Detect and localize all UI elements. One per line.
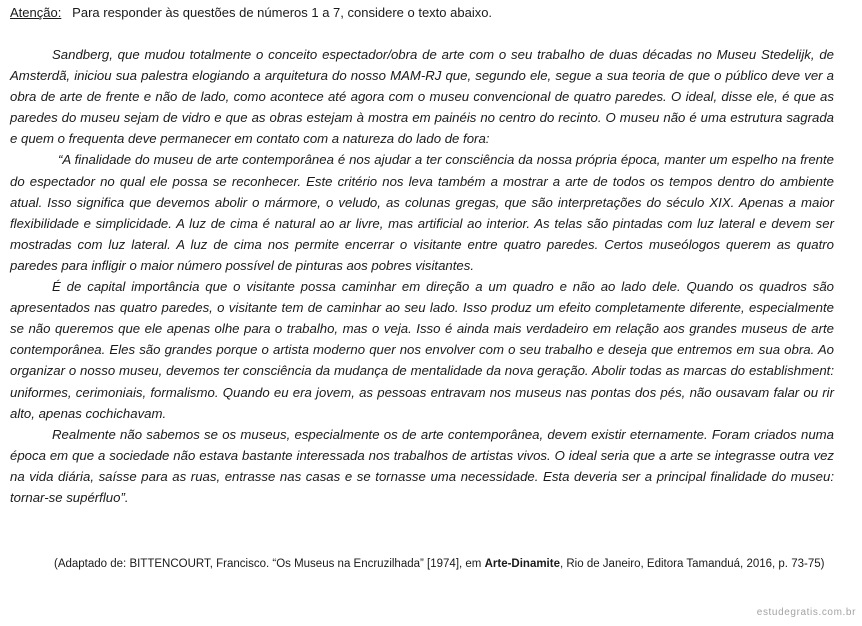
attention-label: Atenção: [10, 5, 62, 20]
reading-text [10, 44, 834, 508]
paragraph-4: Realmente não sabemos se os museus, especialmente os de arte contemporânea, devem existir eternamente. Foram criados numa época em que a sociedade não estava bastante interessada nos trabalhos de artistas vivos. O ideal seria que a arte se integrasse outra vez na vida diária, saísse para as ruas, entrasse nas casas e se tornasse uma necessidade. Esta deveria ser a principal finalidade do museu: tornar-se supérfluo”. [10, 426, 834, 505]
paragraph-3: É de capital importância que o visitante possa caminhar em direção a um quadro e não ao lado dele. Quando os quadros são apresentados nas quatro paredes, o visitante tem de caminhar ao seu lado. Isso produz um efeito completamente diferente, especialmente se não queremos que ele apenas olhe para o trabalho, mas o veja. Isso é ainda mais verdadeiro em relação aos grandes museus de arte contemporânea. Eles são grandes porque o artista moderno quer nos envolver com o seu trabalho e deseja que entremos em sua obra. Ao organizar o nosso museu, devemos ter consciência da mudança de mentalidade da nova geração. Abolir todas as marcas do establishment: uniformes, cerimoniais, formalismo. Quando eu era jovem, as pessoas entravam nos museus nas pontas dos pés, não ousavam falar ou rir alto, apenas cochichavam. [10, 279, 834, 421]
source-citation [54, 557, 834, 572]
paragraph-2: “A finalidade do museu de arte contemporânea é nos ajudar a ter consciência da nossa própria época, manter um espelho na frente do espectador no qual ele possa se reconhecer. Este critério nos leva também a mostrar a arte de todos os tempos dentro do ambiente atual. Isso significa que devemos abolir o mármore, o veludo, as colunas gregas, que são interpretações do século XIX. Apenas a maior flexibilidade e simplicidade. A luz de cima é natural ao ar livre, mas artificial ao interior. As telas são pintadas com luz lateral e devem ser mostradas com luz lateral. A luz de cima nos permite encerrar o visitante entre quatro paredes. Certos museólogos querem as quatro paredes para infligir o maior número possível de pinturas aos pobres visitantes. [10, 152, 834, 273]
attention-header [10, 4, 492, 22]
citation-book-title: Arte-Dinamite [484, 558, 560, 570]
site-watermark: estudegratis.com.br [756, 607, 856, 618]
paragraph-1: Sandberg, que mudou totalmente o conceito espectador/obra de arte com o seu trabalho de duas décadas no Museu Stedelijk, de Amsterdã, iniciou sua palestra elogiando a arquitetura do nosso MAM-RJ que, segundo ele, segue a sua teoria de que o público deve ver a obra de arte de frente e não de lado, como acontece até agora com o museu convencional de quatro paredes. O ideal, disse ele, é que as paredes do museu sejam de vidro e que as obras estejam à mostra em painéis no centro do recinto. O museu não é uma estrutura sagrada e quem o frequenta deve permanecer em contato com a natureza do lado de fora: [10, 47, 834, 147]
attention-instruction: Para responder às questões de números 1 a 7, considere o texto abaixo. [72, 5, 493, 20]
citation-suffix: , Rio de Janeiro, Editora Tamanduá, 2016, p. 73-75) [559, 558, 825, 570]
citation-prefix: (Adaptado de: BITTENCOURT, Francisco. “Os Museus na Encruzilhada” [1974], em [54, 558, 485, 570]
